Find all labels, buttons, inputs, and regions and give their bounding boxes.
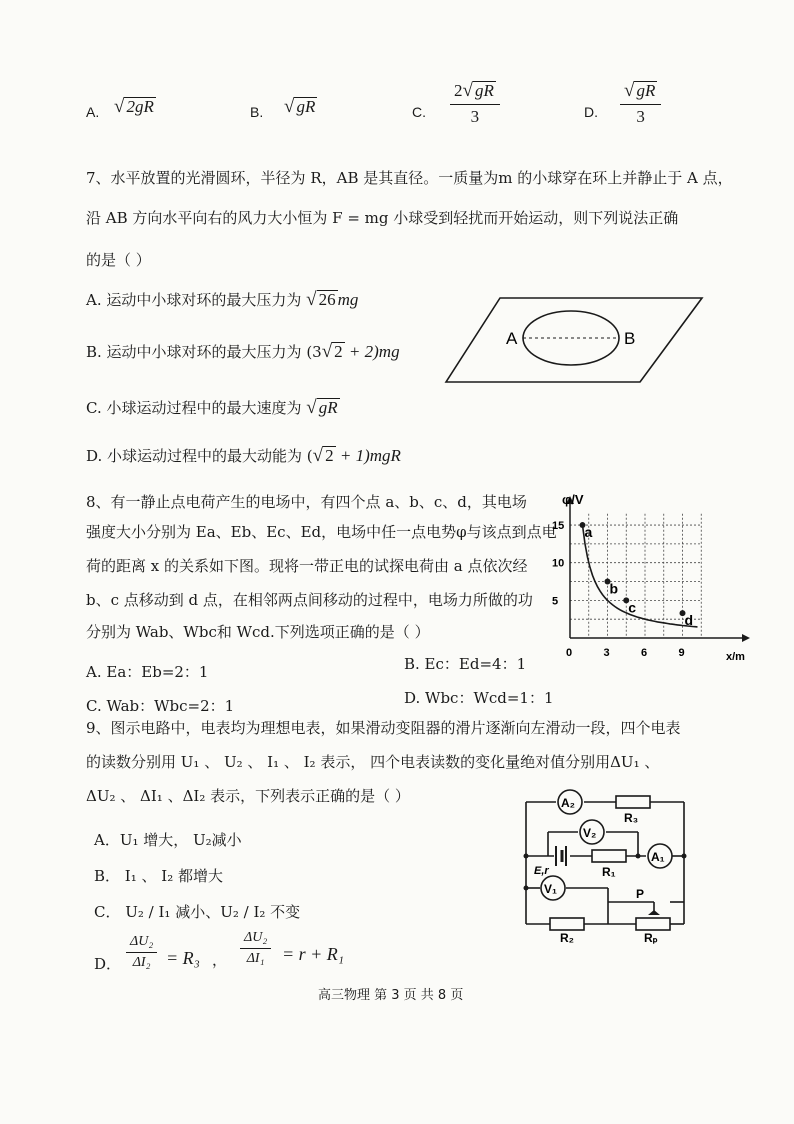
y-tick-label: 10 (552, 557, 565, 570)
q8-option-a: A. Ea：Eb=2：1 (86, 663, 209, 681)
label-r1: R₁ (602, 865, 616, 879)
label-a1: A₁ (651, 850, 665, 864)
q6-option-d-math: $\frac{√ gR}{3}$ (620, 80, 661, 127)
x-tick-label: 0 (566, 647, 573, 659)
q9-stem-line2: 的读数分别用 U₁ 、 U₂ 、 I₁ 、 I₂ 表示， 四个电表读数的变化量绝对值分别用ΔU₁ 、 (86, 753, 660, 771)
point-b-label: B (624, 329, 636, 348)
chart-points (580, 522, 694, 628)
q7-stem-line2: 沿 AB 方向水平向右的风力大小恒为 F = mg 小球受到轻扰而开始运动，则下列说法正确 (86, 209, 679, 227)
q6-option-b-label: B. (250, 104, 264, 120)
q6-option-a-label: A. (86, 104, 100, 120)
q9-option-d-eq2: = r + R₁ (282, 944, 345, 964)
q6-option-b-math: √ gR (284, 96, 316, 117)
q8-stem-line4: b、c 点移动到 d 点，在相邻两点间移动的过程中，电场力所做的功 (86, 591, 533, 609)
q8-option-d: D. Wbc：Wcd=1：1 (404, 689, 554, 707)
y-tick-label: 15 (552, 520, 565, 533)
resistor-r2 (550, 918, 584, 930)
q9-stem-line3: ΔU₂ 、 ΔI₁ 、ΔI₂ 表示，下列表示正确的是（ ） (86, 787, 410, 805)
q8-option-b: B. Ec：Ed=4：1 (404, 655, 527, 673)
q7-ring-figure (440, 290, 710, 390)
q9-option-c: C． U₂ / I₁ 减小、U₂ / I₂ 不变 (94, 903, 301, 921)
q9-option-d-eq1: = R₃ (166, 948, 200, 968)
chart-xlabel: x/m (726, 651, 745, 663)
q7-option-a: A. 运动中小球对环的最大压力为 √ 26 mg (86, 289, 359, 310)
label-v2: V₂ (583, 826, 597, 840)
x-tick-label: 6 (641, 647, 648, 659)
q7-option-b: B. 运动中小球对环的最大压力为 (3√ 2 + 2)mg (86, 341, 400, 362)
label-v1: V₁ (544, 882, 557, 896)
data-point-label-c: c (628, 599, 637, 616)
q6-option-a-math: √ 2gR (114, 96, 154, 117)
q9-option-d-frac1: $\frac{\text{ΔU₂}}{\text{ΔI₂}}$ (126, 934, 157, 971)
q7-option-c: C. 小球运动过程中的最大速度为 √ gR (86, 397, 338, 418)
q8-option-c: C. Wab：Wbc=2：1 (86, 697, 235, 715)
x-tick-label: 3 (603, 647, 610, 659)
slider-arrow-icon (648, 910, 660, 915)
phi-x-chart (540, 488, 760, 668)
x-tick-label: 9 (678, 647, 685, 659)
resistor-r3 (616, 796, 650, 808)
q9-option-d-sep: ， (212, 951, 228, 969)
rheostat-rp (636, 918, 670, 930)
q9-stem-line1: 9、图示电路中，电表均为理想电表，如果滑动变阻器的滑片逐渐向左滑动一段，四个电表 (86, 719, 681, 737)
q6-option-c-label: C. (412, 104, 426, 120)
label-rp: Rₚ (644, 931, 658, 944)
q9-option-a: A．U₁ 增大， U₂减小 (94, 831, 242, 849)
chart-ylabel: φ/V (562, 492, 584, 507)
point-a-label: A (506, 329, 518, 348)
chart-axes (566, 496, 750, 642)
x-axis-arrow-icon (742, 634, 750, 642)
q9-option-b: B． I₁ 、 I₂ 都增大 (94, 867, 223, 885)
label-r2: R₂ (560, 931, 574, 944)
page-footer: 高三物理 第 3 页 共 8 页 (318, 988, 464, 1003)
q6-option-c-math: $\frac{2√ gR}{3}$ (450, 80, 500, 127)
label-a2: A₂ (561, 796, 575, 810)
q7-option-d: D. 小球运动过程中的最大动能为 (√ 2 + 1)mgR (86, 445, 401, 466)
q9-circuit-diagram (520, 784, 696, 944)
q7-stem-line3: 的是（ ） (86, 251, 151, 269)
q8-stem-line2: 强度大小分别为 Ea、Eb、Ec、Ed，电场中任一点电势φ与该点到点电 (86, 523, 557, 541)
q9-option-d-frac2: $\frac{\text{ΔU₂}}{\text{ΔI₁}}$ (240, 930, 271, 967)
data-point-label-b: b (609, 580, 619, 597)
label-er: E,r (534, 865, 549, 877)
data-point-label-d: d (684, 612, 694, 629)
resistor-r1 (592, 850, 626, 862)
q6-option-d-label: D. (584, 104, 598, 120)
y-tick-label: 5 (552, 595, 559, 608)
q8-stem-line5: 分别为 Wab、Wbc和 Wcd.下列选项正确的是（ ） (86, 623, 430, 641)
q9-option-d-label: D． (94, 955, 122, 973)
q8-stem-line3: 荷的距离 x 的关系如下图。现将一带正电的试探电荷由 a 点依次经 (86, 557, 528, 575)
q8-stem-line1: 8、有一静止点电荷产生的电场中，有四个点 a、b、c、d，其电场 (86, 493, 527, 511)
q7-stem-line1: 7、水平放置的光滑圆环，半径为 R，AB 是其直径。一质量为m 的小球穿在环上并静止于 A 点， (86, 169, 733, 187)
data-point-label-a: a (584, 524, 593, 541)
label-p: P (636, 887, 645, 901)
label-r3: R₃ (624, 811, 639, 825)
